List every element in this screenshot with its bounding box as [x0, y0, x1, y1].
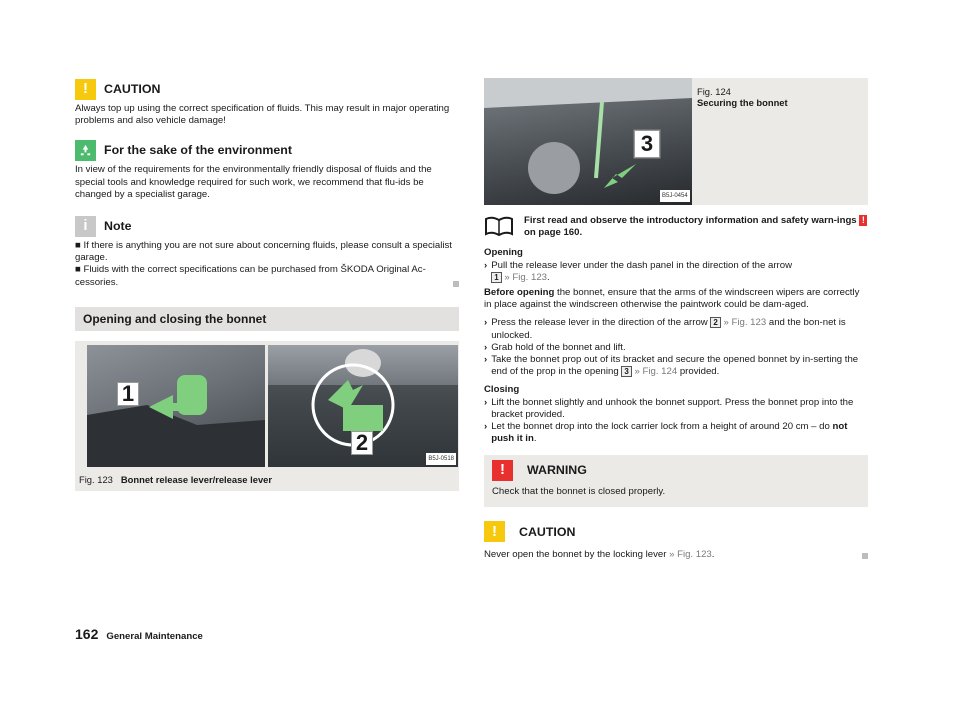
caution-block [484, 521, 868, 561]
recycle-icon [75, 140, 96, 161]
figure-link[interactable]: » Fig. 124 [634, 366, 678, 378]
read-first-note [484, 215, 868, 239]
section-end-marker [862, 553, 868, 559]
step-text: Grab hold of the bonnet and lift. [491, 341, 626, 353]
figure-title: Bonnet release lever/release lever [120, 473, 273, 485]
callout-3: 3 [634, 130, 660, 158]
step-chevron-icon: › [484, 341, 488, 353]
closing-section [484, 384, 868, 445]
before-opening-label: Before opening [484, 287, 555, 299]
caution-body [484, 549, 868, 561]
warning-box [484, 455, 868, 506]
exclamation-icon: ! [492, 460, 513, 481]
note-item: ■ If there is anything you are not sure about concerning fluids, please consult a specialist garage. [75, 240, 452, 264]
environment-body: In view of the requirements for the environmentally friendly disposal of fluids and the special tools and knowledge required for such work, we recommend that flu-ids be changed by a specialist garage. [75, 164, 432, 200]
image-code: B5J-0454 [660, 190, 690, 202]
environment-title: For the sake of the environment [104, 143, 292, 158]
caution-text: . [711, 548, 715, 560]
figure-123 [75, 341, 459, 491]
figure-link[interactable]: » Fig. 123 [723, 317, 767, 329]
note-item-text: ■ Fluids with the correct specifications can be purchased from ŠKODA Original Ac-cessories. [75, 264, 426, 288]
right-column [484, 78, 868, 561]
step-chevron-icon: › [484, 396, 488, 408]
opening-step [484, 342, 868, 354]
read-first-text [524, 215, 868, 239]
lever-illustration [87, 345, 265, 467]
warning-body: Check that the bonnet is closed properly. [492, 486, 666, 498]
note-item [75, 264, 459, 288]
prop-illustration [484, 78, 692, 205]
read-first-text-b: on page 160. [524, 227, 583, 239]
figure-label: Fig. 124 [697, 86, 731, 97]
page-number: 162 [75, 626, 99, 642]
figure-link[interactable]: » Fig. 123 [504, 271, 547, 283]
page-footer [75, 628, 203, 643]
environment-heading [75, 139, 459, 161]
exclamation-icon: ! [484, 521, 505, 542]
warning-title: WARNING [527, 463, 587, 478]
step-text: provided. [677, 366, 720, 378]
callout-2: 2 [351, 431, 373, 455]
photo-bonnet-prop [484, 78, 692, 205]
note-heading [75, 215, 459, 237]
before-opening-paragraph [484, 287, 868, 311]
step-chevron-icon: › [484, 259, 488, 271]
note-title: Note [104, 218, 132, 233]
warning-icon: ! [859, 215, 867, 226]
opening-step: › Pull the release lever under the dash panel in the direction of the arrow 1 » Fig. 123. [484, 259, 792, 283]
step-text: Lift the bonnet slightly and unhook the bonnet support. Press the bonnet prop into the bracket provided. [491, 396, 854, 420]
callout-ref-1: 1 [491, 272, 501, 283]
step-chevron-icon: › [484, 354, 488, 366]
info-icon: i [75, 216, 96, 237]
chapter-title: General Maintenance [106, 631, 203, 642]
caution-heading [75, 78, 459, 100]
step-text: Pull the release lever under the dash panel in the direction of the arrow [491, 259, 792, 271]
figure-caption [75, 469, 459, 491]
step-text: and the bon-net is unlocked. [491, 317, 846, 341]
closing-step [484, 397, 868, 421]
open-book-icon [484, 215, 514, 237]
photo-release-lever [87, 345, 265, 467]
figure-caption [697, 86, 788, 108]
figure-124 [484, 78, 868, 205]
closing-heading: Closing [484, 384, 520, 396]
step-emphasis: not push it in [491, 421, 848, 445]
section-title: Opening and closing the bonnet [75, 307, 459, 331]
callout-ref-3: 3 [621, 366, 631, 377]
closing-step [484, 421, 868, 445]
warning-heading [492, 459, 860, 481]
callout-1: 1 [117, 382, 139, 406]
image-code: B5J-0518 [426, 453, 456, 465]
figure-title: Securing the bonnet [697, 97, 788, 108]
caution-text: Never open the bonnet by the locking lever [484, 548, 670, 560]
step-text: Let the bonnet drop into the lock carrier lock from a height of around 20 cm – do [491, 421, 833, 433]
step-chevron-icon: › [484, 317, 488, 329]
step-chevron-icon: › [484, 421, 488, 433]
read-first-text-a: First read and observe the introductory information and safety warn-ings [524, 215, 857, 227]
opening-section [484, 247, 868, 378]
caution-title: CAUTION [104, 81, 161, 96]
figure-label: Fig. 123 [79, 473, 113, 485]
callout-ref-2: 2 [710, 317, 720, 328]
section-end-marker [453, 281, 459, 287]
step-text: Press the release lever in the direction of the arrow [491, 317, 708, 329]
caution-body: Always top up using the correct specification of fluids. This may result in major operating problems and also vehicle damage! [75, 103, 450, 127]
step-text: Take the bonnet prop out of its bracket and secure the opened bonnet by in-serting the end of the prop in the opening [491, 354, 859, 378]
opening-heading: Opening [484, 247, 523, 259]
step-text: . [533, 433, 537, 445]
before-opening-text: the bonnet, ensure that the arms of the windscreen wipers are correctly in place against the windscreen otherwise the paintwork could be dam-aged. [484, 287, 860, 311]
figure-link[interactable]: » Fig. 123 [669, 548, 712, 560]
opening-step [484, 317, 868, 341]
caution-title: CAUTION [519, 524, 576, 539]
caution-heading [484, 521, 868, 543]
opening-step [484, 354, 868, 378]
exclamation-icon: ! [75, 79, 96, 100]
left-column [75, 78, 459, 491]
